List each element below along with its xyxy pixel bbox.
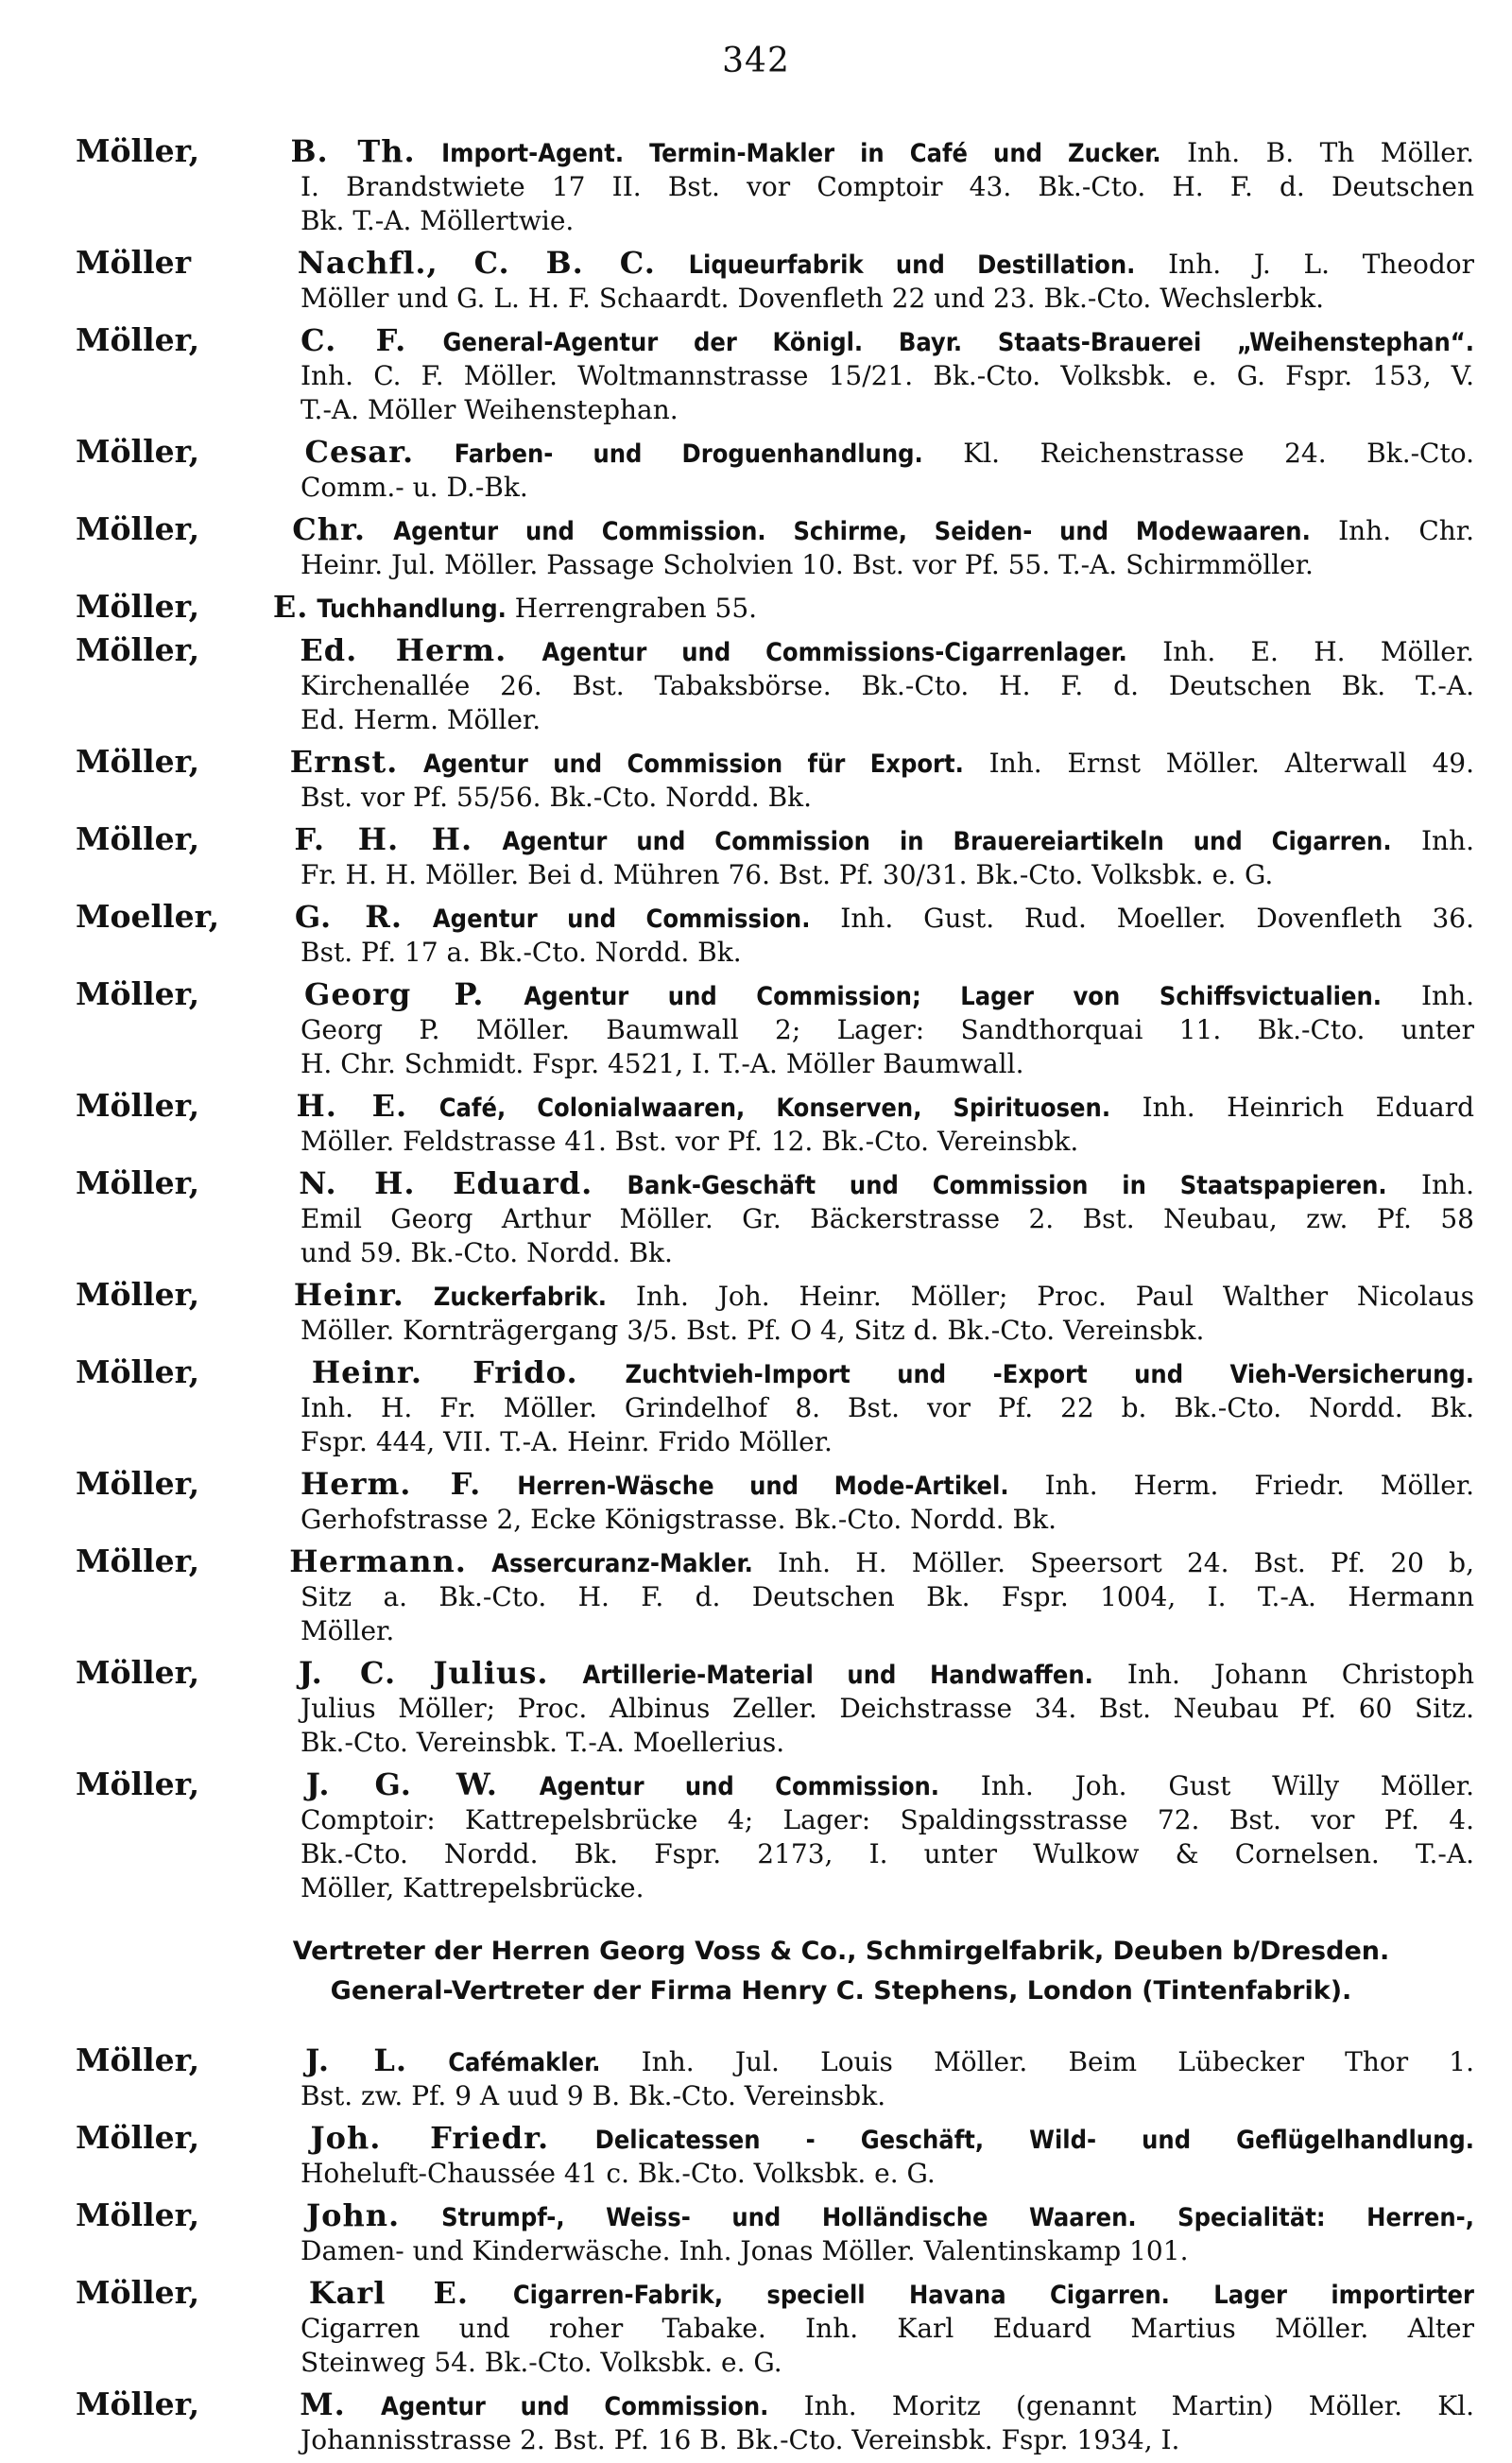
entry-given-name: J. L. <box>305 2042 408 2078</box>
entry-text: Inh. B. Th Möller. <box>1187 137 1474 168</box>
entry-first-line <box>76 2041 1474 2079</box>
directory-entry <box>76 975 1474 1081</box>
entry-continuation-line: Comptoir: Kattrepelsbrücke 4; Lager: Spaldingsstrasse 72. Bst. vor Pf. 4. <box>301 1804 1474 1835</box>
directory-entry <box>76 510 1474 582</box>
directory-entry <box>76 588 1474 626</box>
entry-surname: Möller, <box>76 1276 200 1313</box>
entry-first-line <box>76 1542 1474 1580</box>
entry-given-name: Hermann. <box>289 1543 467 1579</box>
entry-continuation-line: Möller. Kornträgergang 3/5. Bst. Pf. O 4, Sitz d. Bk.-Cto. Vereinsbk. <box>301 1315 1205 1346</box>
directory-entry <box>76 1276 1474 1348</box>
entry-business: Import-Agent. Termin-Makler in Café und Zucker. <box>441 139 1161 168</box>
entry-continuation-line: Fr. H. H. Möller. Bei d. Mühren 76. Bst. Pf. 30/31. Bk.-Cto. Volksbk. e. G. <box>301 859 1274 890</box>
entry-text: Inh. Herm. Friedr. Möller. <box>1044 1470 1474 1501</box>
directory-entry <box>76 244 1474 316</box>
entry-given-name: Georg P. <box>303 976 485 1012</box>
entry-business: Agentur und Commission; Lager von Schiffsvictualien. <box>524 982 1382 1011</box>
entry-text: Inh. Joh. Gust Willy Möller. <box>980 1770 1474 1801</box>
entry-given-name: J. G. W. <box>305 1766 498 1802</box>
entry-surname: Möller, <box>76 975 200 1012</box>
entry-business: Agentur und Commission. <box>432 904 811 934</box>
entry-first-line <box>76 2274 1474 2312</box>
entry-first-line <box>76 2196 1474 2234</box>
entry-text: Inh. H. Möller. Speersort 24. Bst. Pf. 20 b, <box>778 1547 1474 1578</box>
entry-business: Cafémakler. <box>448 2048 601 2077</box>
entry-list <box>76 132 1474 2463</box>
directory-entry <box>76 1542 1474 1648</box>
entry-surname: Möller, <box>76 2041 200 2078</box>
entry-surname: Möller, <box>76 2274 200 2311</box>
entry-group-a <box>76 132 1474 1905</box>
entry-continuation-line: Comm.- u. D.-Bk. <box>301 472 528 503</box>
entry-business: Agentur und Commission. Schirme, Seiden- und Modewaaren. <box>393 517 1311 546</box>
entry-first-line <box>76 433 1474 471</box>
directory-entry <box>76 1353 1474 1459</box>
entry-first-line <box>76 1465 1474 1503</box>
entry-continuation-line: Heinr. Jul. Möller. Passage Scholvien 10. Bst. vor Pf. 55. T.-A. Schirmmöller. <box>301 549 1314 580</box>
entry-given-name: Ed. Herm. <box>300 632 507 668</box>
entry-given-name: Joh. Friedr. <box>310 2120 550 2156</box>
entry-surname: Möller, <box>76 631 200 668</box>
directory-entry <box>76 2274 1474 2380</box>
entry-continuation-line: Inh. C. F. Möller. Woltmannstrasse 15/21. Bk.-Cto. Volksbk. e. G. Fspr. 153, V. <box>301 360 1474 391</box>
entry-continuation-line: Georg P. Möller. Baumwall 2; Lager: Sandthorquai 11. Bk.-Cto. unter <box>301 1014 1474 1045</box>
entry-business: Zuchtvieh-Import und -Export und Vieh-Versicherung. <box>625 1360 1474 1389</box>
entry-continuation-line: Bk.-Cto. Vereinsbk. T.-A. Moellerius. <box>301 1727 785 1758</box>
entry-text: Inh. E. H. Möller. <box>1162 636 1474 667</box>
entry-surname: Möller, <box>76 1164 200 1201</box>
entry-surname: Möller, <box>76 1353 200 1390</box>
entry-continuation-line: und 59. Bk.-Cto. Nordd. Bk. <box>301 1237 673 1268</box>
directory-entry <box>76 2196 1474 2268</box>
entry-first-line <box>76 898 1474 936</box>
entry-surname: Möller, <box>76 2119 200 2156</box>
entry-first-line <box>76 975 1474 1013</box>
entry-given-name: Karl E. <box>308 2275 469 2311</box>
notice-line-1: Vertreter der Herren Georg Voss & Co., Schmirgelfabrik, Deuben b/Dresden. <box>292 1937 1390 1966</box>
directory-entry <box>76 132 1474 238</box>
entry-given-name: G. R. <box>294 899 404 935</box>
entry-surname: Möller, <box>76 321 200 358</box>
entry-first-line <box>76 1765 1474 1803</box>
entry-group-b <box>76 2041 1474 2457</box>
entry-continuation-line: H. Chr. Schmidt. Fspr. 4521, I. T.-A. Möller Baumwall. <box>301 1048 1024 1079</box>
entry-business: General-Agentur der Königl. Bayr. Staats-Brauerei „Weihenstephan“. <box>442 328 1474 357</box>
entry-first-line <box>76 244 1474 282</box>
entry-continuation-line: Bk. T.-A. Möllertwie. <box>301 205 575 236</box>
entry-continuation-line: Inh. H. Fr. Möller. Grindelhof 8. Bst. vor Pf. 22 b. Bk.-Cto. Nordd. Bk. <box>301 1392 1474 1423</box>
entry-business: Artillerie-Material und Handwaffen. <box>582 1661 1093 1690</box>
entry-given-name: Chr. <box>292 511 367 547</box>
entry-business: Agentur und Commissions-Cigarrenlager. <box>541 638 1127 667</box>
entry-continuation-line: Kirchenallée 26. Bst. Tabaksbörse. Bk.-Cto. H. F. d. Deutschen Bk. T.-A. <box>301 670 1474 701</box>
entry-continuation-line: Steinweg 54. Bk.-Cto. Volksbk. e. G. <box>301 2347 782 2378</box>
directory-entry <box>76 2119 1474 2191</box>
entry-first-line <box>76 510 1474 548</box>
entry-continuation-line: T.-A. Möller Weihenstephan. <box>301 394 679 425</box>
entry-first-line <box>76 1087 1474 1125</box>
entry-business: Agentur und Commission. <box>539 1772 940 1801</box>
directory-entry <box>76 2041 1474 2113</box>
entry-business: Agentur und Commission. <box>381 2392 769 2421</box>
entry-business: Assercuranz-Makler. <box>491 1549 753 1578</box>
entry-surname: Möller <box>76 244 191 281</box>
directory-entry <box>76 631 1474 737</box>
entry-first-line <box>76 820 1474 858</box>
entry-text: Inh. Chr. <box>1338 515 1474 546</box>
entry-first-line <box>76 588 1474 626</box>
entry-text: Inh. J. L. Theodor <box>1168 249 1474 280</box>
directory-entry <box>76 1765 1474 1905</box>
entry-given-name: B. Th. <box>290 133 416 169</box>
entry-surname: Moeller, <box>76 898 220 935</box>
entry-continuation-line: Möller. <box>301 1615 395 1646</box>
entry-surname: Möller, <box>76 1765 200 1802</box>
directory-entry <box>76 898 1474 970</box>
directory-entry <box>76 1087 1474 1159</box>
entry-continuation-line: Johannisstrasse 2. Bst. Pf. 16 B. Bk.-Cto. Vereinsbk. Fspr. 1934, I. <box>301 2424 1180 2455</box>
entry-first-line <box>76 1164 1474 1202</box>
entry-continuation-line: Möller und G. L. H. F. Schaardt. Dovenfleth 22 und 23. Bk.-Cto. Wechslerbk. <box>301 283 1325 314</box>
entry-continuation-line: I. Brandstwiete 17 II. Bst. vor Comptoir 43. Bk.-Cto. H. F. d. Deutschen <box>301 171 1474 202</box>
entry-first-line <box>76 2385 1474 2423</box>
entry-first-line <box>76 1276 1474 1314</box>
entry-surname: Möller, <box>76 433 200 470</box>
entry-text: Herrengraben 55. <box>514 593 758 624</box>
entry-business: Bank-Geschäft und Commission in Staatspapieren. <box>627 1171 1387 1200</box>
entry-continuation-line: Julius Möller; Proc. Albinus Zeller. Deichstrasse 34. Bst. Neubau Pf. 60 Sitz. <box>301 1693 1474 1724</box>
entry-business: Tuchhandlung. <box>317 594 507 624</box>
entry-surname: Möller, <box>76 1654 200 1691</box>
entry-continuation-line: Gerhofstrasse 2, Ecke Königstrasse. Bk.-Cto. Nordd. Bk. <box>301 1504 1057 1535</box>
entry-given-name: Ernst. <box>289 744 399 780</box>
entry-business: Strumpf-, Weiss- und Holländische Waaren. Specialität: Herren-, <box>441 2203 1474 2232</box>
entry-given-name: Herm. F. <box>300 1466 482 1502</box>
entry-first-line <box>76 631 1474 669</box>
entry-continuation-line: Möller. Feldstrasse 41. Bst. vor Pf. 12. Bk.-Cto. Vereinsbk. <box>301 1126 1079 1157</box>
entry-continuation-line: Hoheluft-Chaussée 41 c. Bk.-Cto. Volksbk. e. G. <box>301 2158 936 2189</box>
entry-given-name: Heinr. <box>293 1277 404 1313</box>
directory-entry <box>76 1654 1474 1760</box>
entry-continuation-line: Ed. Herm. Möller. <box>301 704 541 735</box>
entry-continuation-line: Damen- und Kinderwäsche. Inh. Jonas Möller. Valentinskamp 101. <box>301 2235 1189 2266</box>
entry-given-name: E. <box>272 589 309 625</box>
entry-given-name: John. <box>305 2197 401 2233</box>
directory-entry <box>76 1465 1474 1537</box>
entry-surname: Möller, <box>76 510 200 547</box>
entry-given-name: N. H. Eduard. <box>299 1165 593 1201</box>
page-number: 342 <box>722 42 790 80</box>
entry-first-line <box>76 321 1474 359</box>
entry-continuation-line: Sitz a. Bk.-Cto. H. F. d. Deutschen Bk. Fspr. 1004, I. T.-A. Hermann <box>301 1581 1474 1612</box>
entry-text: Inh. Ernst Möller. Alterwall 49. <box>988 748 1474 779</box>
entry-continuation-line: Bst. vor Pf. 55/56. Bk.-Cto. Nordd. Bk. <box>301 782 813 813</box>
entry-business: Cigarren-Fabrik, speciell Havana Cigarren. Lager importirter <box>512 2281 1474 2310</box>
entry-surname: Möller, <box>76 820 200 857</box>
entry-business: Herren-Wäsche und Mode-Artikel. <box>517 1472 1009 1501</box>
entry-continuation-line: Bst. Pf. 17 a. Bk.-Cto. Nordd. Bk. <box>301 937 742 968</box>
entry-first-line <box>76 132 1474 170</box>
entry-text: Kl. Reichenstrasse 24. Bk.-Cto. <box>963 438 1474 469</box>
entry-text: Inh. Moritz (genannt Martin) Möller. Kl. <box>803 2390 1474 2421</box>
entry-text: Inh. Gust. Rud. Moeller. Dovenfleth 36. <box>840 903 1474 934</box>
directory-entry <box>76 820 1474 892</box>
entry-business: Delicatessen - Geschäft, Wild- und Geflügelhandlung. <box>594 2126 1474 2155</box>
entry-continuation-line: Cigarren und roher Tabake. Inh. Karl Eduard Martius Möller. Alter <box>301 2313 1474 2344</box>
entry-business: Agentur und Commission für Export. <box>423 749 964 779</box>
entry-continuation-line: Möller, Kattrepelsbrücke. <box>301 1872 644 1903</box>
entry-surname: Möller, <box>76 2196 200 2233</box>
entry-continuation-line: Bk.-Cto. Nordd. Bk. Fspr. 2173, I. unter Wulkow & Cornelsen. T.-A. <box>301 1838 1474 1869</box>
directory-entry <box>76 321 1474 427</box>
entry-continuation-line: Emil Georg Arthur Möller. Gr. Bäckerstrasse 2. Bst. Neubau, zw. Pf. 58 <box>301 1203 1474 1234</box>
entry-business: Zuckerfabrik. <box>433 1283 607 1312</box>
entry-business: Agentur und Commission in Brauereiartikeln und Cigarren. <box>502 827 1392 856</box>
entry-first-line <box>76 743 1474 781</box>
entry-surname: Möller, <box>76 132 200 169</box>
entry-given-name: Nachfl., C. B. C. <box>297 245 656 281</box>
entry-text: Inh. <box>1421 825 1474 856</box>
entry-continuation-line: Fspr. 444, VII. T.-A. Heinr. Frido Möller. <box>301 1426 833 1457</box>
entry-text: Inh. <box>1420 1169 1474 1200</box>
entry-given-name: H. E. <box>296 1088 408 1124</box>
entry-text: Inh. Joh. Heinr. Möller; Proc. Paul Walther Nicolaus <box>635 1281 1474 1312</box>
entry-given-name: C. F. <box>301 322 407 358</box>
entry-surname: Möller, <box>76 1087 200 1124</box>
entry-business: Café, Colonialwaaren, Konserven, Spirituosen. <box>438 1094 1111 1123</box>
advertisement-notice <box>76 1932 1474 2011</box>
entry-text: Inh. <box>1420 980 1474 1011</box>
entry-given-name: M. <box>300 2386 346 2422</box>
directory-entry <box>76 2385 1474 2457</box>
entry-business: Farben- und Droguenhandlung. <box>454 439 923 469</box>
entry-given-name: Cesar. <box>304 434 415 470</box>
entry-business: Liqueurfabrik und Destillation. <box>688 250 1136 280</box>
directory-entry <box>76 1164 1474 1270</box>
entry-text: Inh. Jul. Louis Möller. Beim Lübecker Thor 1. <box>641 2046 1474 2077</box>
entry-continuation-line: Bst. zw. Pf. 9 A uud 9 B. Bk.-Cto. Vereinsbk. <box>301 2080 886 2111</box>
entry-surname: Möller, <box>76 1542 200 1579</box>
entry-first-line <box>76 2119 1474 2157</box>
entry-surname: Möller, <box>76 2385 200 2422</box>
entry-surname: Möller, <box>76 1465 200 1502</box>
entry-given-name: F. H. H. <box>294 821 473 857</box>
directory-entry <box>76 433 1474 505</box>
notice-line-2: General-Vertreter der Firma Henry C. Stephens, London (Tintenfabrik). <box>330 1976 1352 2006</box>
entry-text: Inh. Johann Christoph <box>1126 1659 1474 1690</box>
entry-given-name: Heinr. Frido. <box>311 1354 578 1390</box>
directory-entry <box>76 743 1474 815</box>
entry-surname: Möller, <box>76 743 200 780</box>
entry-first-line <box>76 1353 1474 1391</box>
entry-surname: Möller, <box>76 588 200 625</box>
entry-first-line <box>76 1654 1474 1692</box>
entry-given-name: J. C. Julius. <box>299 1655 549 1691</box>
entry-text: Inh. Heinrich Eduard <box>1142 1092 1474 1123</box>
